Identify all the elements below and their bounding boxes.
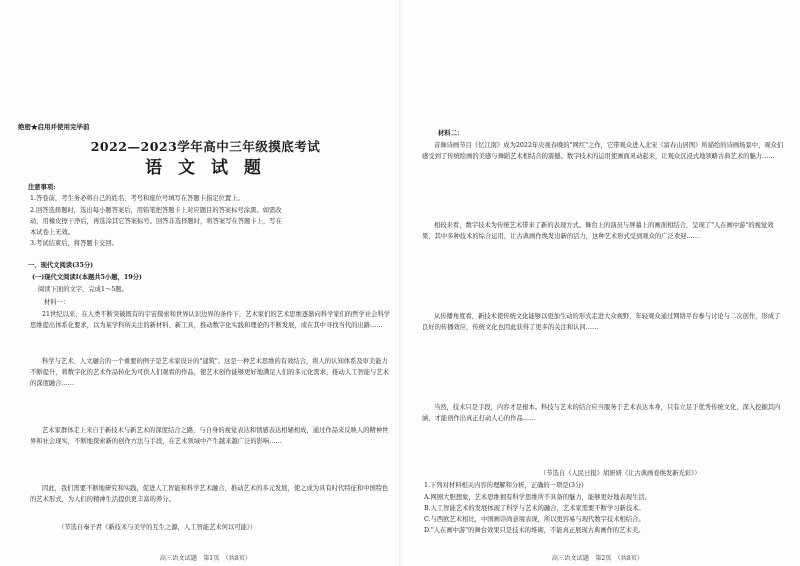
article-paragraph: 因此，我们需要不断地研究和实践，促进人工智能和科学艺术融合，推动艺术的多元发展，使之成为具有时代特征和中国特色的艺术形式，为人们的精神生活提供更丰富的养分。 bbox=[30, 485, 389, 503]
notes-heading: 注意事项: bbox=[28, 184, 56, 191]
source-citation: （节选自《人民日报》胡妍妍《让古典画卷焕发新光彩》） bbox=[540, 470, 701, 477]
note-line: 2.回答选择题时，选出每小题答案后，用铅笔把答题卡上对应题目的答案标号涂黑。如需改 bbox=[30, 207, 282, 214]
left-page bbox=[18, 0, 393, 566]
secret-label: 绝密★启用并使用完毕前 bbox=[18, 123, 90, 131]
article-paragraph: 从传播角度看，新技术使传统文化能够以更加生动的形式走进大众视野，年轻观众通过网络平台参与讨论与二次创作，形成了良好的传播效应，传统文化也因此获得了更多的关注和认同…… bbox=[422, 313, 781, 331]
question-stem: 1.下列对材料相关内容的理解和分析，正确的一项是(3分) bbox=[424, 482, 584, 489]
note-line: 1.答卷前，考生务必将自己的姓名、考号和座位号填写在答题卡指定位置上。 bbox=[30, 195, 244, 202]
material-label: 材料二： bbox=[438, 130, 464, 137]
source-citation: （节选自秦子君《新技术与美学的互生之源，人工智能艺术何以可能》） bbox=[58, 524, 257, 531]
exam-title: 2022—2023学年高中三年级摸底考试 bbox=[90, 139, 321, 154]
answer-option: C.与西欧艺术相比，中国画崇尚意境表现，所以更容易与现代数字技术相结合。 bbox=[424, 516, 645, 523]
article-paragraph: 科学与艺术、人文融合的一个重要的例子是艺术家设计的"建筑"。这是一种艺术思维的有效结合，将人的认知体系及审美能力不断提升，将数字化的艺术作品转化为可供人们观看的作品，使艺术创作能够更好地满足人们的多元化需求，推动人工智能与艺术的深度融合…… bbox=[30, 358, 389, 387]
note-line: 3.考试结束后，将答题卡交回。 bbox=[30, 240, 118, 247]
page-fold-divider bbox=[399, 0, 402, 566]
article-paragraph: 相较来看，数字技术为传统艺术带来了新的表现方式。舞台上的演员与屏幕上的画面相结合，呈现了"人在画中游"的视觉效果，其中多种技术的综合运用，让古典画作焕发出新的活力，这种艺术形式受到观众的广泛欢迎…… bbox=[422, 222, 774, 240]
article-paragraph: 音舞诗画节目《忆江南》成为2022年央视春晚的"网红"之作，它带观众进入北宋《富春山居图》所描绘的诗画场景中，观众们感受到了传统绘画的美感与舞蹈艺术相结合的震撼。数字技术的运用使画面灵动起来，让观众沉浸式地领略古典艺术的魅力…… bbox=[422, 142, 784, 160]
subsection-heading: (一)现代文阅读Ⅰ(本题共5小题，19分) bbox=[32, 274, 142, 281]
answer-option: D."人在画中游"的舞台效果只是技术的堆砌，不能真正展现古典画作的艺术美。 bbox=[424, 527, 645, 534]
page-footer: 高三语文试题 第1页 （共8页） bbox=[159, 555, 252, 562]
article-paragraph: 艺术家群体走上来自于新技术与新艺术的深度结合之路，与自身的视觉表达和情感表达相辅相成，通过作品来反映人的精神世界和社会现实，不断地探索新的创作方法与手段，在艺术领域中产生越来越广泛的影响…… bbox=[30, 427, 389, 445]
answer-option: A.网剧大胆想象，艺术思维拥有科学思维所不具备的魅力，能够更好地表现生活。 bbox=[424, 494, 651, 501]
note-line: 动，用橡皮擦干净后，再选涂其它答案标号。回答非选择题时，将答案写在答题卡上，写在 bbox=[30, 218, 282, 225]
material-label: 材料一： bbox=[44, 299, 70, 306]
read-prompt: 阅读下面的文字，完成1～5题。 bbox=[38, 286, 128, 293]
note-line: 本试卷上无效。 bbox=[30, 229, 75, 236]
right-page bbox=[410, 0, 785, 566]
article-paragraph: 21世纪以来，在人类不断突破既有的宇宙探索和世界认识边界的条件下，艺术家们的艺术思维逐渐向科学家们的哲学社会科学思维提出体系化要求，以为某学科所关注的新材料、新工具，推动数字化实践和理论的不断发展，或在其中寻找当代的出路…… bbox=[30, 311, 391, 329]
article-paragraph: 当然，技术只是手段，内容才是根本。科技与艺术的结合应当服务于艺术表达本身，只有立足于优秀传统文化，深入挖掘其内涵，才能创作出真正打动人心的作品…… bbox=[422, 404, 781, 422]
subject-title: 语 文 试 题 bbox=[145, 158, 266, 178]
page-footer: 高三语文试题 第2页 （共8页） bbox=[551, 555, 644, 562]
section-heading: 一、现代文阅读(35分) bbox=[28, 262, 94, 269]
answer-option: B.人工智能艺术的发展体现了科学与艺术的融合，艺术家需要不断学习新技术。 bbox=[424, 505, 645, 512]
